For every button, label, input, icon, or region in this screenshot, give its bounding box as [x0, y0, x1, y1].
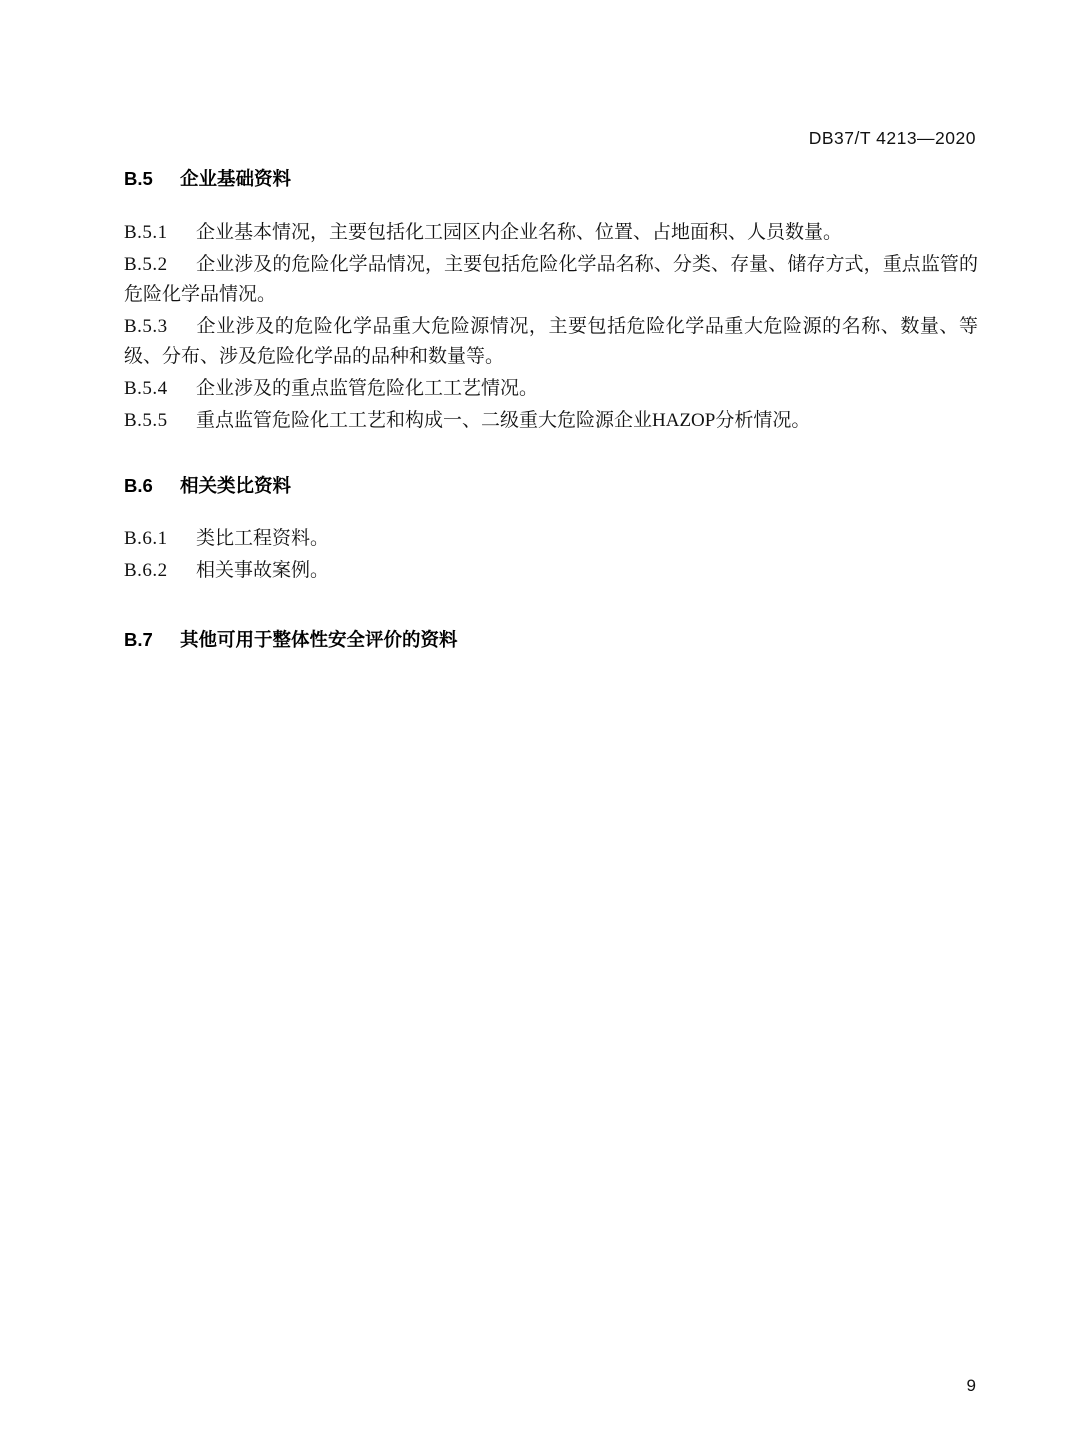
paragraph-number-b5-5: B.5.5 — [124, 410, 168, 431]
section-number-b5: B.5 — [124, 168, 153, 189]
section-number-b6: B.6 — [124, 475, 153, 496]
paragraph-number-b5-1: B.5.1 — [124, 222, 168, 243]
section-b6-paragraphs — [124, 524, 978, 586]
paragraph-text-b6-1: 类比工程资料。 — [196, 528, 330, 549]
paragraph-number-b5-2: B.5.2 — [124, 254, 168, 275]
paragraph-b6-2 — [124, 556, 978, 586]
section-heading-b5 — [124, 165, 978, 191]
paragraph-b6-1 — [124, 524, 978, 554]
paragraph-number-b6-1: B.6.1 — [124, 528, 168, 549]
paragraph-text-b5-4: 企业涉及的重点监管危险化工工艺情况。 — [196, 378, 539, 399]
page-content — [124, 165, 978, 652]
paragraph-text-b5-5: 重点监管危险化工工艺和构成一、二级重大危险源企业HAZOP分析情况。 — [196, 410, 811, 431]
paragraph-text-b5-1: 企业基本情况，主要包括化工园区内企业名称、位置、占地面积、人员数量。 — [196, 222, 843, 243]
paragraph-b5-3 — [124, 312, 978, 372]
section-title-b6: 相关类比资料 — [180, 475, 292, 496]
page-header-standard-id: DB37/T 4213—2020 — [808, 128, 976, 148]
paragraph-b5-1 — [124, 218, 978, 248]
paragraph-text-b5-2: 企业涉及的危险化学品情况，主要包括危险化学品名称、分类、存量、储存方式，重点监管的危险化学品情况。 — [124, 254, 978, 305]
paragraph-b5-4 — [124, 374, 978, 404]
paragraph-text-b6-2: 相关事故案例。 — [196, 560, 330, 581]
paragraph-b5-2 — [124, 250, 978, 310]
paragraph-text-b5-3: 企业涉及的危险化学品重大危险源情况，主要包括危险化学品重大危险源的名称、数量、等级、分布、涉及危险化学品的品种和数量等。 — [124, 316, 978, 367]
section-title-b7: 其他可用于整体性安全评价的资料 — [180, 629, 458, 650]
paragraph-number-b6-2: B.6.2 — [124, 560, 168, 581]
section-heading-b6 — [124, 472, 978, 498]
section-b5-paragraphs — [124, 218, 978, 436]
paragraph-number-b5-4: B.5.4 — [124, 378, 168, 399]
paragraph-b5-5 — [124, 406, 978, 436]
section-heading-b7 — [124, 626, 978, 652]
section-number-b7: B.7 — [124, 629, 153, 650]
paragraph-number-b5-3: B.5.3 — [124, 316, 168, 337]
page-number: 9 — [966, 1376, 976, 1395]
section-title-b5: 企业基础资料 — [180, 168, 292, 189]
